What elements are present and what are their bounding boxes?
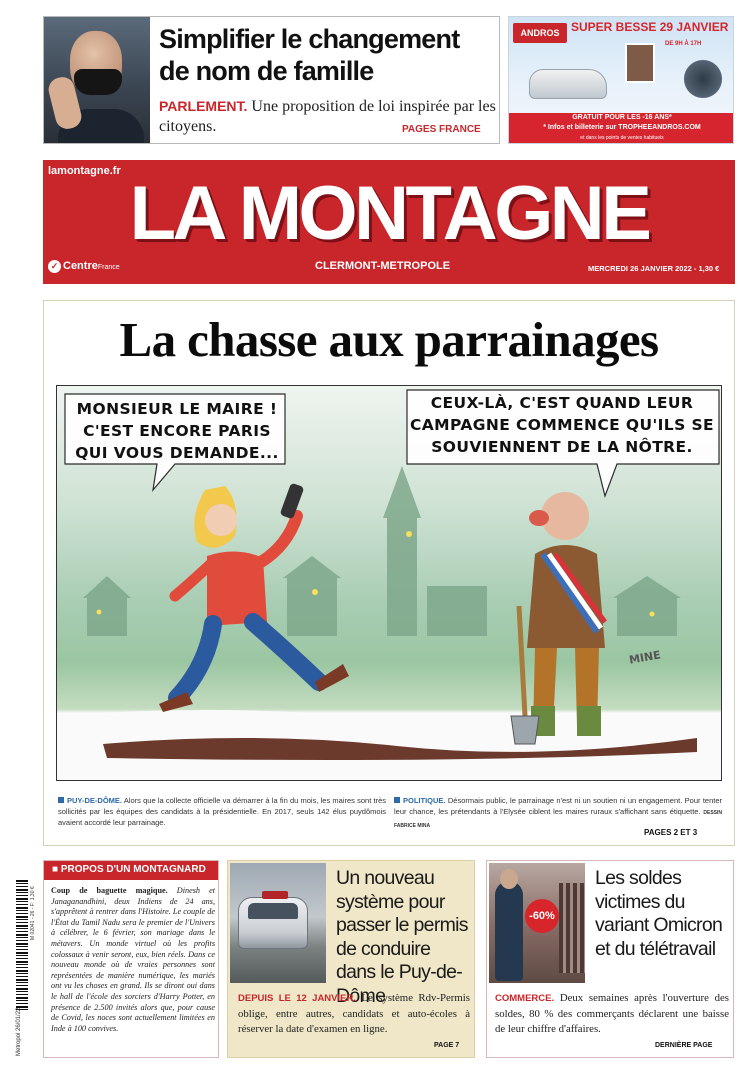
right-story-summary: [495, 991, 729, 1038]
group-name: Centre: [63, 260, 98, 272]
caption-left: [58, 795, 386, 828]
opinion-body: Dinesh et Janaganandhini, deux Indiens de 24 ans, s'apprêtent à rentrer dans l'Histoire. Le couple de l'État du Tamil Nadu sera le premier de l'Univers à célébrer, le 6 février, son mariage dans le métavers. Un monde virtuel où les profits colossaux à venir seront, eux, bien réels. Dans ce nouveau monde où de vraies personnes sont représentées de manière numérique, les mariés ont vu les choses en grand. Ils se diront oui dans le hall de l'école des sorciers d'Harry Potter, en présence de 2.500 invités alors que, pour cause de Covid, les noces sont actuellement limitées en Inde à 100 convives.: [51, 886, 216, 1033]
mid-story-page-ref: PAGE 7: [434, 1042, 460, 1049]
ad-info: * Infos et billeterie sur TROPHEEANDROS.COM: [543, 124, 701, 131]
site-url[interactable]: lamontagne.fr: [48, 165, 121, 177]
teaser-photo: [44, 17, 150, 143]
bullet-square-icon: [58, 797, 64, 803]
main-story[interactable]: [43, 300, 735, 846]
right-story-page-ref: DERNIÈRE PAGE: [655, 1042, 713, 1049]
caption-right: [394, 795, 722, 832]
top-advertisement[interactable]: [508, 16, 734, 144]
sales-shop-photo: [489, 863, 585, 983]
discount-tag: -60%: [525, 899, 559, 933]
caption-left-text: Alors que la collecte officielle va démarrer à la fin du mois, les maires sont très sollicités par les équipes des candidats à la présidentielle. En 2017, seuls 142 élus puydômois avaient accordé leur parrainage.: [58, 796, 387, 827]
speech-bubble-left: MONSIEUR LE MAIRE ! C'EST ENCORE PARIS QUI VOUS DEMANDE...: [75, 400, 279, 462]
date-price: MERCREDI 26 JANVIER 2022 - 1,30 €: [588, 264, 720, 273]
mid-story-summary: [238, 991, 470, 1038]
bullet-square-icon: [394, 797, 400, 803]
caption-right-kicker: POLITIQUE.: [403, 796, 446, 805]
caption-right-text: Désormais public, le parrainage n'est ni un soutien ni un engagement. Pour tenter leur chance, les prétendants à l'Elysée ciblent les maires ruraux s'affichant sans étiquette.: [394, 796, 722, 816]
teaser-kicker: PARLEMENT.: [159, 98, 248, 114]
ad-points: et dans les points de ventes habituels: [580, 135, 664, 141]
opinion-lead: Coup de baguette magique.: [51, 886, 168, 895]
cartoon-credit: DESSIN FABRICE MINA: [394, 810, 722, 829]
teaser-title[interactable]: Simplifier le changement de nom de famille: [159, 24, 460, 86]
ad-free-entry: GRATUIT POUR LES -16 ANS*: [572, 114, 672, 121]
barcode-code: M 02041 - 26 - F: 1,30 €: [30, 886, 36, 940]
teaser-text: Une proposition de loi inspirée par les citoyens.: [159, 98, 496, 135]
opinion-column[interactable]: [43, 860, 219, 1058]
centre-france-icon: ✓: [48, 260, 61, 273]
top-teaser[interactable]: [43, 16, 500, 144]
caption-left-kicker: PUY-DE-DÔME.: [67, 796, 123, 805]
right-story-title[interactable]: Les soldes victimes du variant Omicron et du télétravail: [595, 867, 723, 960]
mid-story-text: Le système Rdv-Permis oblige, entre autres, candidats et auto-écoles à réserver la date d'examen en ligne.: [238, 992, 471, 1035]
ad-portrait: [625, 43, 655, 83]
main-headline[interactable]: La chasse aux parrainages: [119, 312, 659, 367]
group-name-sub: France: [97, 264, 120, 271]
driving-license-story[interactable]: [227, 860, 475, 1058]
opinion-text: [51, 886, 215, 1034]
sales-story[interactable]: [486, 860, 734, 1058]
speech-bubble-right: CEUX-LÀ, C'EST QUAND LEUR CAMPAGNE COMMENCE QU'ILS SE SOUVIENNENT DE LA NÔTRE.: [410, 394, 714, 456]
newspaper-name: LA MONTAGNE: [129, 171, 649, 256]
ad-motorbike: [681, 57, 725, 101]
barcode-label: Metropol 26/01/22: [16, 1007, 22, 1056]
opinion-header-text: [52, 864, 206, 875]
barcode: [16, 880, 40, 1060]
ad-logo: ANDROS: [513, 23, 567, 43]
cartoon: [56, 385, 722, 781]
ad-race-car: [529, 69, 607, 99]
group-logo: [48, 260, 120, 273]
masthead: [43, 160, 735, 284]
opinion-header-label: PROPOS D'UN MONTAGNARD: [60, 864, 206, 875]
ad-title: SUPER BESSE 29 JANVIER: [571, 20, 729, 34]
right-story-kicker: COMMERCE.: [495, 993, 555, 1004]
mid-story-title[interactable]: Un nouveau système pour passer le permis de conduire dans le Puy-de-Dôme: [336, 867, 468, 1007]
cartoonist-signature: MINE: [628, 648, 662, 667]
square-icon: ■: [52, 864, 61, 875]
mid-story-kicker: DEPUIS LE 12 JANVIER.: [238, 993, 356, 1004]
main-page-ref[interactable]: PAGES 2 ET 3: [644, 828, 698, 837]
barcode-bars: [16, 880, 28, 1010]
ad-time: DE 9H À 17H: [665, 41, 702, 47]
driving-school-car-photo: [230, 863, 326, 983]
teaser-page-ref: PAGES FRANCE: [402, 124, 481, 135]
edition-name: CLERMONT-METROPOLE: [315, 260, 451, 272]
right-story-text: Deux semaines après l'ouverture des soldes, 80 % des commerçants déclarent une baisse de leur chiffre d'affaires.: [495, 992, 729, 1035]
